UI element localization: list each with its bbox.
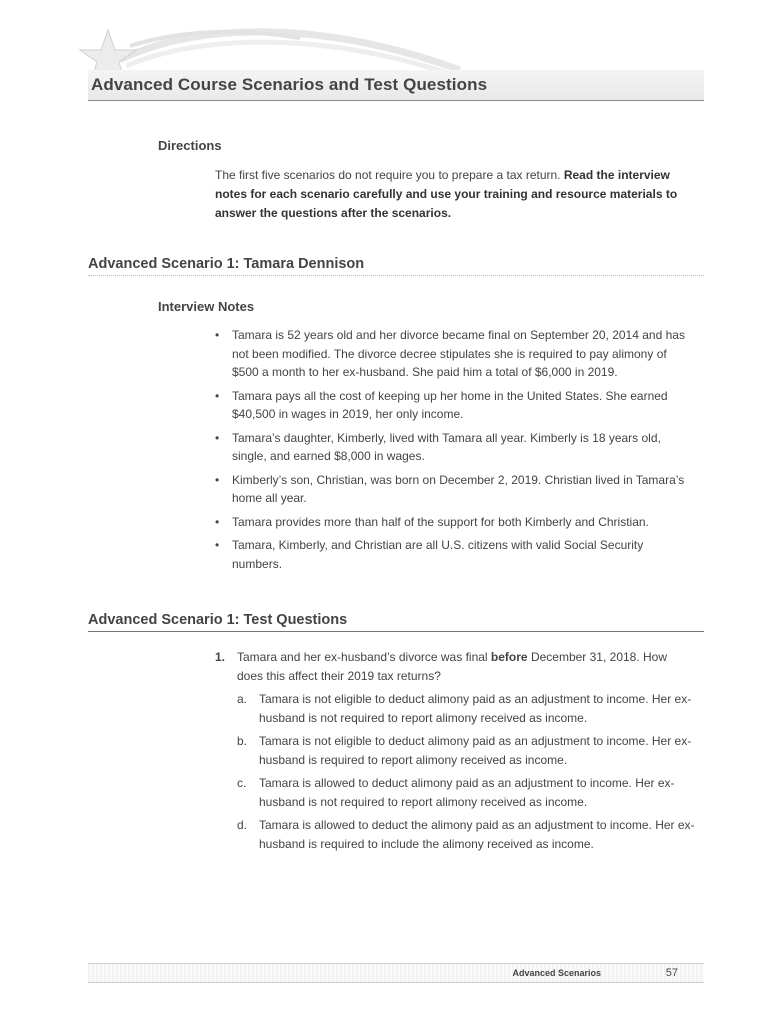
list-item: • Kimberly’s son, Christian, was born on December 2, 2019. Christian lived in Tamara’s home all year. xyxy=(215,472,685,505)
list-item: • Tamara, Kimberly, and Christian are all U.S. citizens with valid Social Security numbers. xyxy=(215,538,644,571)
bullet: • xyxy=(215,514,220,529)
answer-option-c xyxy=(215,774,695,811)
answer-option-a xyxy=(215,690,695,727)
directions-text-plain: The first five scenarios do not require you to prepare a tax return. xyxy=(215,168,564,182)
option-text: Tamara is not eligible to deduct alimony paid as an adjustment to income. Her ex-husband is not required to report alimony received as income. xyxy=(259,692,692,725)
answer-options xyxy=(215,690,695,853)
bullet: • xyxy=(215,472,220,487)
list-item: • Tamara is 52 years old and her divorce became final on September 20, 2014 and has not been modified. The divorce decree stipulates she is required to pay alimony of $500 a month to her ex-husband. She paid him a total of $6,000 in 2019. xyxy=(215,328,685,379)
interview-notes-list xyxy=(215,326,685,578)
directions-text-bold: Read the interview notes for each scenario carefully and use your training and resource materials to answer the questions after the scenarios. xyxy=(215,168,678,220)
bullet: • xyxy=(215,328,220,342)
option-text: Tamara is allowed to deduct alimony paid as an adjustment to income. Her ex-husband is not required to report alimony received as income. xyxy=(259,776,675,809)
option-text: Tamara is allowed to deduct the alimony paid as an adjustment to income. Her ex-husband is required to include the alimony received as income. xyxy=(259,818,695,851)
page-header xyxy=(88,70,704,101)
page-footer xyxy=(88,963,704,983)
bullet: • xyxy=(215,538,220,552)
option-letter: c. xyxy=(237,776,247,790)
directions-heading: Directions xyxy=(158,138,222,153)
bullet: • xyxy=(215,388,220,403)
interview-notes-heading: Interview Notes xyxy=(158,299,255,314)
option-text: Tamara is not eligible to deduct alimony paid as an adjustment to income. Her ex-husband is required to report alimony received as income. xyxy=(259,734,692,767)
bullet: • xyxy=(215,430,220,445)
answer-option-d xyxy=(215,816,695,853)
option-letter: a. xyxy=(237,692,248,706)
list-item: • Tamara provides more than half of the support for both Kimberly and Christian. xyxy=(215,513,685,532)
option-letter: b. xyxy=(237,734,248,748)
test-questions-title: Advanced Scenario 1: Test Questions xyxy=(88,612,704,632)
question-1 xyxy=(215,648,695,858)
question-text: Tamara and her ex-husband’s divorce was final before December 31, 2018. How does this affect their 2019 tax returns? xyxy=(237,650,668,683)
list-item: • Tamara pays all the cost of keeping up her home in the United States. She earned $40,500 in wages in 2019, her only income. xyxy=(215,388,668,421)
answer-option-b xyxy=(215,732,695,769)
list-item: • Tamara’s daughter, Kimberly, lived with Tamara all year. Kimberly is 18 years old, single, and earned $8,000 in wages. xyxy=(215,430,661,463)
question-number: 1. xyxy=(215,650,226,664)
footer-section-title: Advanced Scenarios xyxy=(512,968,601,978)
question-emphasis: before xyxy=(490,650,528,664)
page-title: Advanced Course Scenarios and Test Questions xyxy=(91,75,488,94)
scenario-title: Advanced Scenario 1: Tamara Dennison xyxy=(88,256,704,276)
directions-text xyxy=(215,166,705,223)
option-letter: d. xyxy=(237,818,248,832)
page-number: 57 xyxy=(665,967,678,979)
